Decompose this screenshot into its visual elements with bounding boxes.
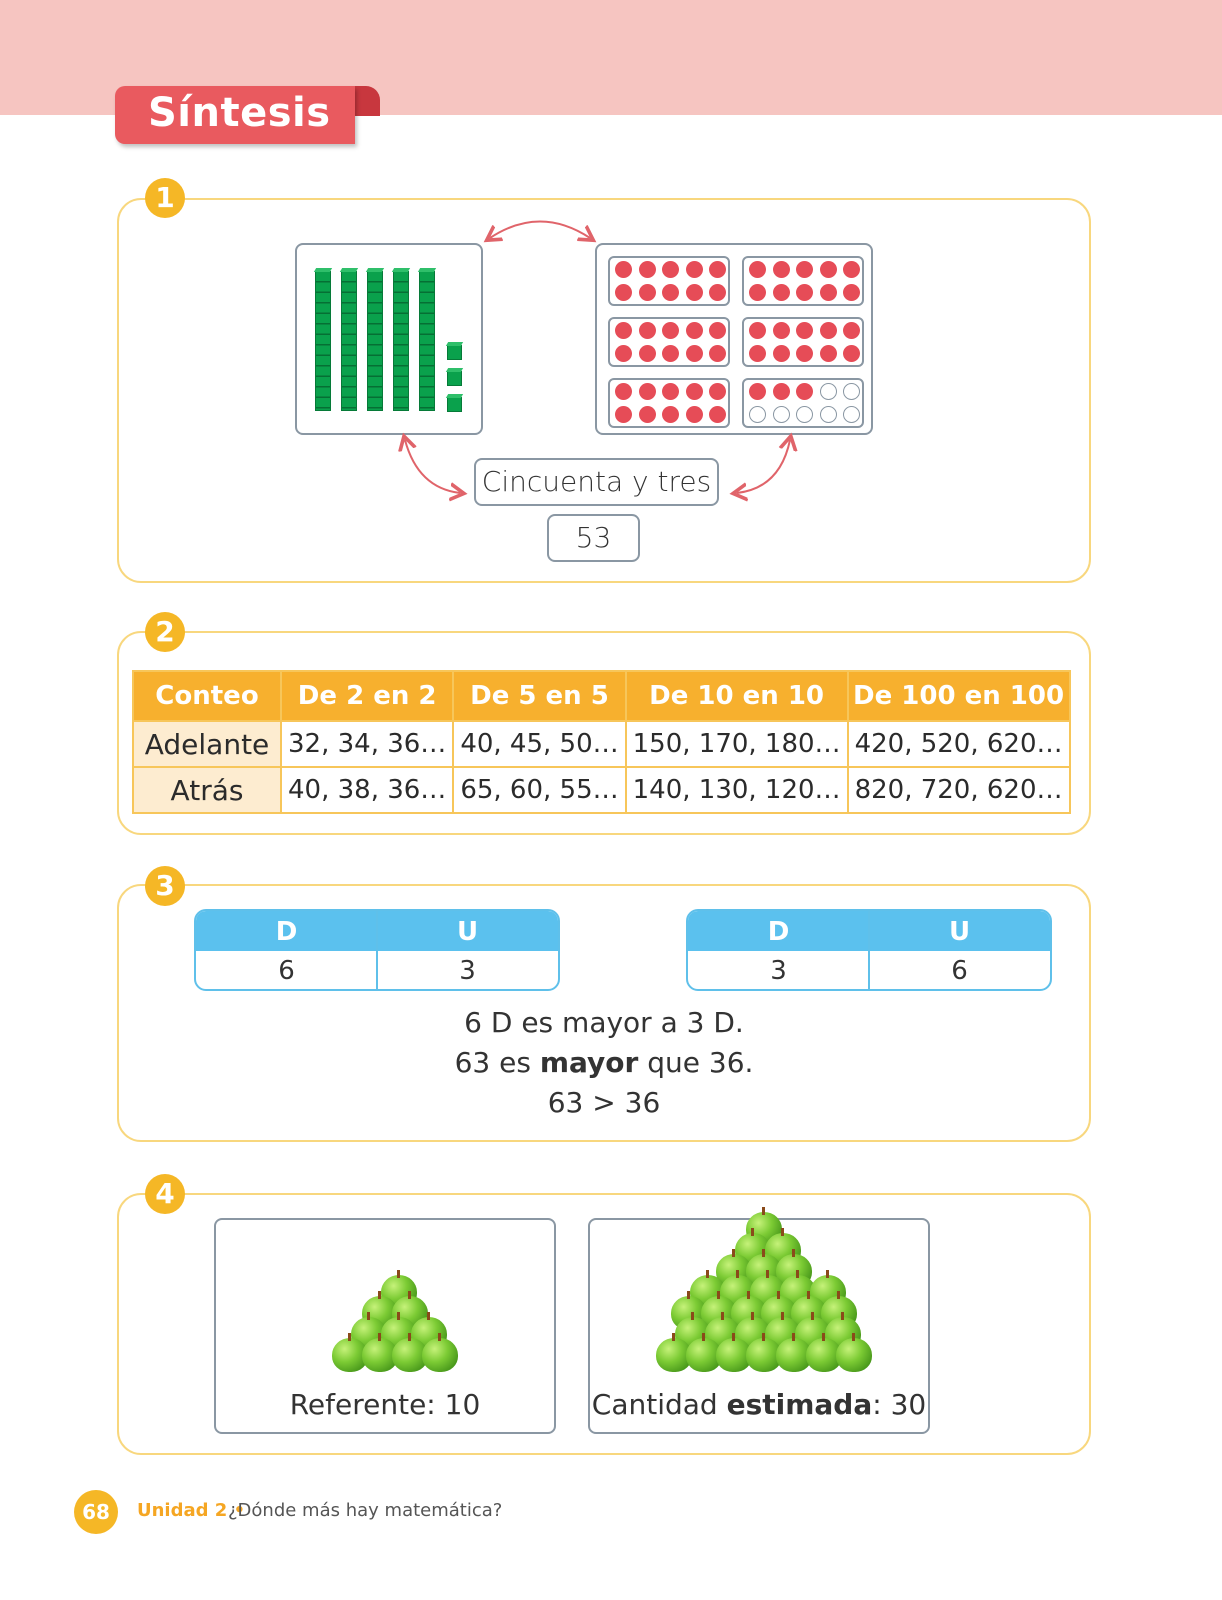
table-cell: 32, 34, 36…	[281, 721, 453, 767]
arrow-left	[405, 440, 460, 493]
column-divider	[376, 911, 378, 989]
place-value-table-63	[194, 909, 560, 991]
comparison-keyword: mayor	[539, 1046, 639, 1079]
estimate-keyword: estimada	[726, 1388, 873, 1421]
header-2en2: De 2 en 2	[281, 671, 453, 721]
page-title: Síntesis	[148, 90, 331, 136]
number-digits-label: 53	[547, 514, 640, 562]
table-cell: 140, 130, 120…	[626, 767, 848, 813]
comparison-text: 63 es	[454, 1046, 540, 1079]
table-cell: 40, 45, 50…	[453, 721, 625, 767]
comparison-line-2	[117, 1046, 1091, 1079]
place-value-table-36	[686, 909, 1052, 991]
tens-value: 3	[770, 956, 787, 986]
referent-label: Referente: 10	[289, 1388, 481, 1421]
estimate-text: Cantidad	[591, 1388, 727, 1421]
row-label-atras: Atrás	[133, 767, 281, 813]
units-value: 3	[459, 956, 476, 986]
comparison-line-3: 63 > 36	[547, 1086, 661, 1119]
header-5en5: De 5 en 5	[453, 671, 625, 721]
apple	[422, 1338, 458, 1372]
units-header: U	[948, 917, 971, 947]
section-number-3: 3	[145, 866, 185, 906]
comparison-line-1: 6 D es mayor a 3 D.	[464, 1006, 744, 1039]
arrow-right	[737, 440, 790, 493]
table-row	[133, 721, 1070, 767]
estimate-text: : 30	[872, 1388, 927, 1421]
counting-table	[132, 670, 1071, 814]
page-number: 68	[74, 1490, 118, 1534]
table-cell: 150, 170, 180…	[626, 721, 848, 767]
header-conteo: Conteo	[133, 671, 281, 721]
estimate-label	[588, 1388, 930, 1421]
arrow-top	[490, 222, 590, 239]
table-cell: 820, 720, 620…	[848, 767, 1070, 813]
section-number-4: 4	[145, 1174, 185, 1214]
row-label-adelante: Adelante	[133, 721, 281, 767]
footer-unit: Unidad 2 •	[137, 1500, 246, 1521]
table-cell: 40, 38, 36…	[281, 767, 453, 813]
comparison-text: que 36.	[638, 1046, 754, 1079]
table-cell: 420, 520, 620…	[848, 721, 1070, 767]
tens-header: D	[275, 917, 298, 947]
tens-value: 6	[278, 956, 295, 986]
header-100en100: De 100 en 100	[848, 671, 1070, 721]
apple	[836, 1338, 872, 1372]
table-row	[133, 767, 1070, 813]
counting-table-header	[133, 671, 1070, 721]
section-number-2: 2	[145, 612, 185, 652]
units-value: 6	[951, 956, 968, 986]
section-number-1: 1	[145, 178, 185, 218]
number-words-label: Cincuenta y tres	[474, 458, 719, 506]
column-divider	[868, 911, 870, 989]
footer-subtitle: ¿Dónde más hay matemática?	[228, 1500, 503, 1521]
units-header: U	[456, 917, 479, 947]
table-cell: 65, 60, 55…	[453, 767, 625, 813]
relation-arrows	[0, 0, 1222, 600]
header-10en10: De 10 en 10	[626, 671, 848, 721]
tens-header: D	[767, 917, 790, 947]
